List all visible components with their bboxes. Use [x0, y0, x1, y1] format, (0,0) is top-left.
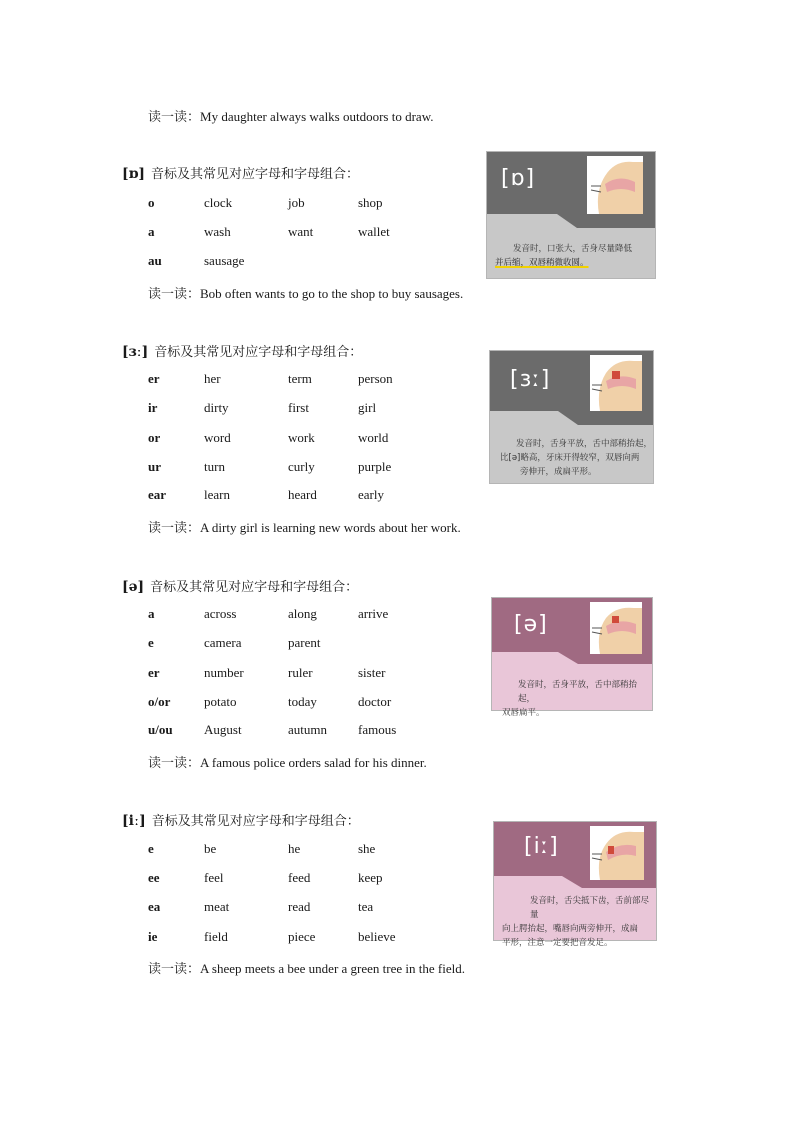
example-word: camera: [204, 635, 242, 650]
letter-combo: ir: [148, 400, 158, 415]
card-description: [500, 437, 652, 479]
example-word: turn: [204, 459, 225, 474]
example-word: August: [204, 722, 242, 737]
card-desc-line: 双唇扁平。: [502, 708, 545, 718]
read-label: 读一读：: [148, 521, 201, 536]
card-description: [502, 894, 656, 950]
read-line: [148, 752, 427, 771]
example-word: feed: [288, 870, 311, 885]
example-word: tea: [358, 899, 374, 914]
card-description: [495, 242, 632, 270]
example-word: purple: [358, 459, 392, 474]
section-heading-text: 音标及其常见对应字母和字母组合：: [154, 345, 363, 360]
section-heading-text: 音标及其常见对应字母和字母组合：: [151, 814, 360, 829]
example-word: wallet: [358, 224, 390, 239]
read-label: 读一读：: [148, 110, 201, 125]
card-ipa-symbol: [ɜː]: [510, 367, 551, 392]
example-word: number: [204, 665, 244, 680]
letter-combo: ee: [148, 870, 160, 885]
example-word: shop: [358, 195, 383, 210]
example-word: work: [288, 430, 315, 445]
example-word: potato: [204, 694, 237, 709]
example-word: doctor: [358, 694, 392, 709]
example-word: feel: [204, 870, 224, 885]
read-sentence: A dirty girl is learning new words about her work.: [200, 520, 461, 535]
read-sentence: A famous police orders salad for his dinner.: [200, 755, 427, 770]
section-heading-text: 音标及其常见对应字母和字母组合：: [151, 167, 360, 182]
card-desc-line: 平形，注意一定要把音发足。: [502, 938, 613, 948]
card-description: [502, 678, 652, 720]
card-desc-line: 向上腭抬起，嘴唇向两旁伸开，成扁: [502, 924, 639, 934]
read-line: [148, 958, 465, 977]
letter-combo: a: [148, 224, 155, 239]
card-desc-line: 发音时，口张大，舌身尽量降低: [513, 244, 633, 254]
example-word: be: [204, 841, 217, 856]
example-word: arrive: [358, 606, 389, 621]
read-label: 读一读：: [148, 756, 201, 771]
example-word: word: [204, 430, 231, 445]
example-word: heard: [288, 487, 317, 502]
example-word: term: [288, 371, 312, 386]
example-word: keep: [358, 870, 383, 885]
letter-combo: u/ou: [148, 722, 173, 737]
section-heading-o: [122, 163, 359, 183]
example-word: across: [204, 606, 237, 621]
section-heading-text: 音标及其常见对应字母和字母组合：: [150, 580, 359, 595]
letter-combo: e: [148, 841, 154, 856]
letter-combo: ea: [148, 899, 161, 914]
ipa-symbol: [ɒ]: [122, 166, 146, 182]
example-word: her: [204, 371, 221, 386]
example-word: parent: [288, 635, 321, 650]
example-word: sister: [358, 665, 386, 680]
example-word: learn: [204, 487, 230, 502]
example-word: read: [288, 899, 311, 914]
example-word: curly: [288, 459, 315, 474]
pronunciation-card: [491, 597, 653, 718]
read-label: 读一读：: [148, 287, 201, 302]
ipa-symbol: [ɜː]: [122, 344, 149, 360]
card-desc-line: 比[ə]略高，牙床开得较窄，双唇向两: [500, 453, 640, 463]
example-word: meat: [204, 899, 230, 914]
example-word: famous: [358, 722, 397, 737]
section-heading-ee: [122, 810, 360, 830]
section-heading-schwa: [122, 576, 358, 596]
example-word: she: [358, 841, 376, 856]
letter-combo: ie: [148, 929, 158, 944]
example-word: want: [288, 224, 314, 239]
example-word: job: [288, 195, 305, 210]
card-desc-line: 旁伸开，成扁平形。: [520, 467, 597, 477]
example-word: field: [204, 929, 228, 944]
letter-combo: or: [148, 430, 161, 445]
read-line: [148, 517, 461, 536]
card-desc-line: 发音时，舌尖抵下齿，舌前部尽量: [530, 896, 650, 920]
card-desc-line: 发音时，舌身平放，舌中部稍抬起，: [518, 680, 638, 704]
example-word: believe: [358, 929, 396, 944]
example-word: sausage: [204, 253, 245, 268]
read-line: [148, 283, 463, 302]
example-word: clock: [204, 195, 233, 210]
letter-combo: au: [148, 253, 162, 268]
example-word: early: [358, 487, 384, 502]
ipa-symbol: [iː]: [122, 813, 146, 829]
example-word: ruler: [288, 665, 313, 680]
section-heading-er: [122, 341, 362, 361]
letter-combo: ur: [148, 459, 161, 474]
ipa-symbol: [ə]: [122, 579, 145, 595]
example-word: girl: [358, 400, 377, 415]
read-sentence: A sheep meets a bee under a green tree in the field.: [200, 961, 465, 976]
letter-combo: o: [148, 195, 155, 210]
card-desc-line: 并后缩，双唇稍微收圆。: [495, 258, 589, 268]
card-ipa-symbol: [ə]: [514, 612, 548, 637]
card-ipa-symbol: [ɒ]: [501, 166, 536, 191]
card-desc-line: 发音时，舌身平放，舌中部稍抬起，: [516, 439, 653, 449]
letter-combo: o/or: [148, 694, 171, 709]
letter-combo: er: [148, 371, 160, 386]
example-word: he: [288, 841, 301, 856]
letter-combo: e: [148, 635, 154, 650]
example-word: wash: [204, 224, 231, 239]
example-word: piece: [288, 929, 316, 944]
pronunciation-card: [493, 821, 657, 948]
intro-read-line: [148, 106, 434, 125]
example-word: along: [288, 606, 317, 621]
letter-combo: a: [148, 606, 155, 621]
example-word: autumn: [288, 722, 327, 737]
letter-combo: er: [148, 665, 160, 680]
example-word: dirty: [204, 400, 229, 415]
card-ipa-symbol: [iː]: [524, 834, 559, 859]
example-word: today: [288, 694, 317, 709]
pronunciation-card: [486, 151, 656, 279]
read-sentence: My daughter always walks outdoors to draw.: [200, 109, 434, 124]
example-word: first: [288, 400, 309, 415]
read-sentence: Bob often wants to go to the shop to buy sausages.: [200, 286, 464, 301]
read-label: 读一读：: [148, 962, 201, 977]
pronunciation-card: [489, 350, 654, 484]
letter-combo: ear: [148, 487, 167, 502]
example-word: person: [358, 371, 393, 386]
example-word: world: [358, 430, 389, 445]
